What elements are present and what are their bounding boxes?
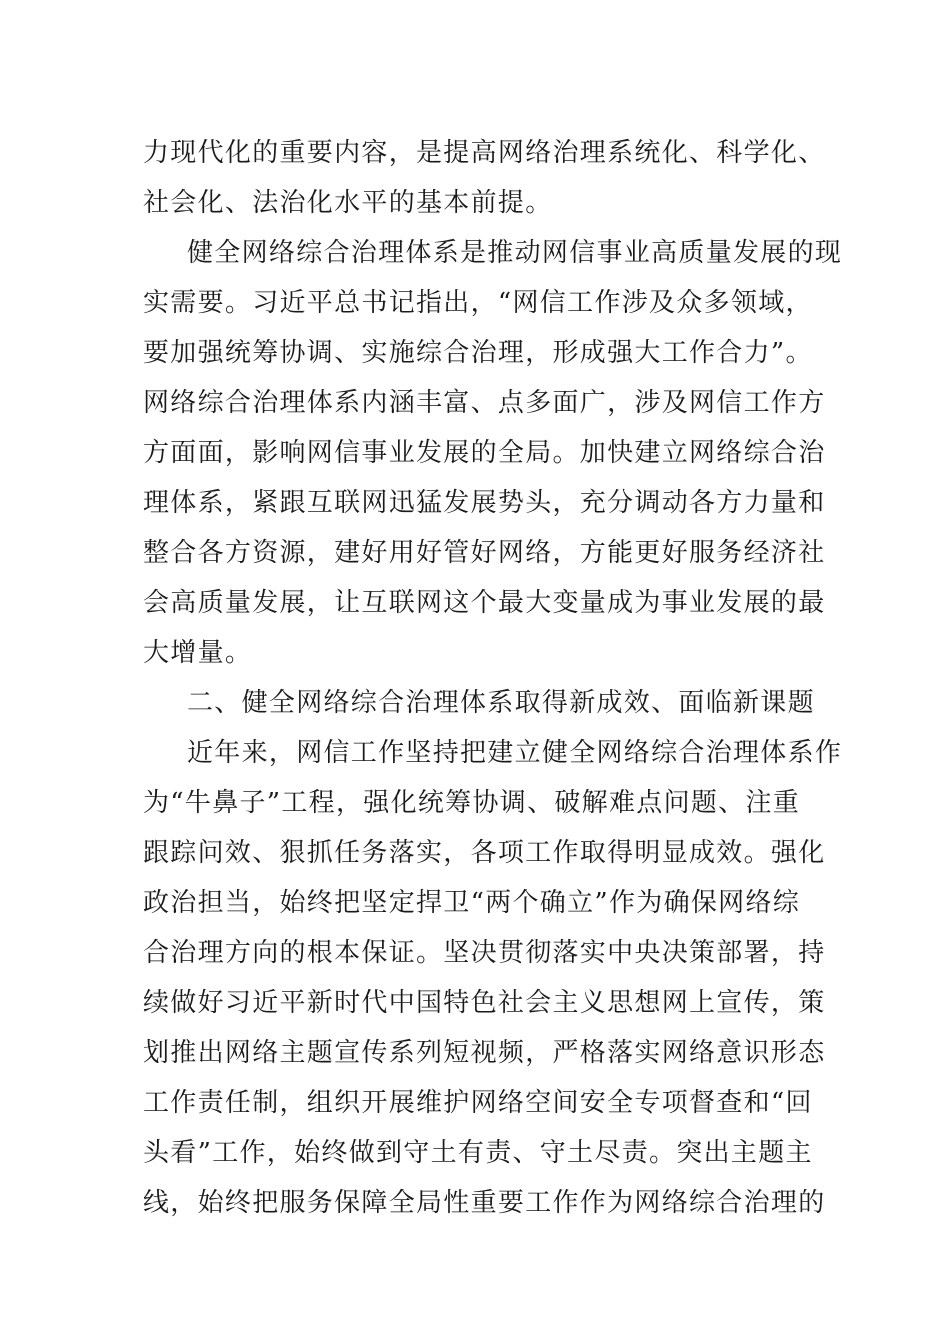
text-line: 实需要。习近平总书记指出，“网信工作涉及众多领域， [143, 288, 813, 318]
text-line: 社会化、法治化水平的基本前提。 [143, 188, 553, 218]
text-line: 划推出网络主题宣传系列短视频，严格落实网络意识形态 [143, 1038, 826, 1068]
section-heading: 二、健全网络综合治理体系取得新成效、面临新课题 [187, 688, 815, 718]
text-line: 续做好习近平新时代中国特色社会主义思想网上宣传，策 [143, 988, 826, 1018]
text-line: 会高质量发展，让互联网这个最大变量成为事业发展的最 [143, 588, 826, 618]
text-line: 政治担当，始终把坚定捍卫“两个确立”作为确保网络综 [143, 888, 801, 918]
text-line: 方面面，影响网信事业发展的全局。加快建立网络综合治 [143, 438, 826, 468]
text-line: 大增量。 [143, 638, 253, 668]
text-line: 头看”工作，始终做到守土有责、守土尽责。突出主题主 [143, 1138, 813, 1168]
text-line: 合治理方向的根本保证。坚决贯彻落实中央决策部署，持 [143, 938, 826, 968]
text-line: 网络综合治理体系内涵丰富、点多面广，涉及网信工作方 [143, 388, 826, 418]
text-line: 理体系，紧跟互联网迅猛发展势头，充分调动各方力量和 [143, 488, 826, 518]
text-line: 跟踪问效、狠抓任务落实，各项工作取得明显成效。强化 [143, 838, 826, 868]
text-line: 整合各方资源，建好用好管好网络，方能更好服务经济社 [143, 538, 826, 568]
text-line: 线，始终把服务保障全局性重要工作作为网络综合治理的 [143, 1188, 826, 1218]
paragraph-start-line: 近年来，网信工作坚持把建立健全网络综合治理体系作 [187, 738, 843, 768]
text-line: 要加强统筹协调、实施综合治理，形成强大工作合力”。 [143, 338, 813, 368]
text-line: 工作责任制，组织开展维护网络空间安全专项督查和“回 [143, 1088, 813, 1118]
text-line: 为“牛鼻子”工程，强化统筹协调、破解难点问题、注重 [143, 788, 801, 818]
text-line: 力现代化的重要内容，是提高网络治理系统化、科学化、 [143, 138, 826, 168]
paragraph-start-line: 健全网络综合治理体系是推动网信事业高质量发展的现 [187, 238, 843, 268]
